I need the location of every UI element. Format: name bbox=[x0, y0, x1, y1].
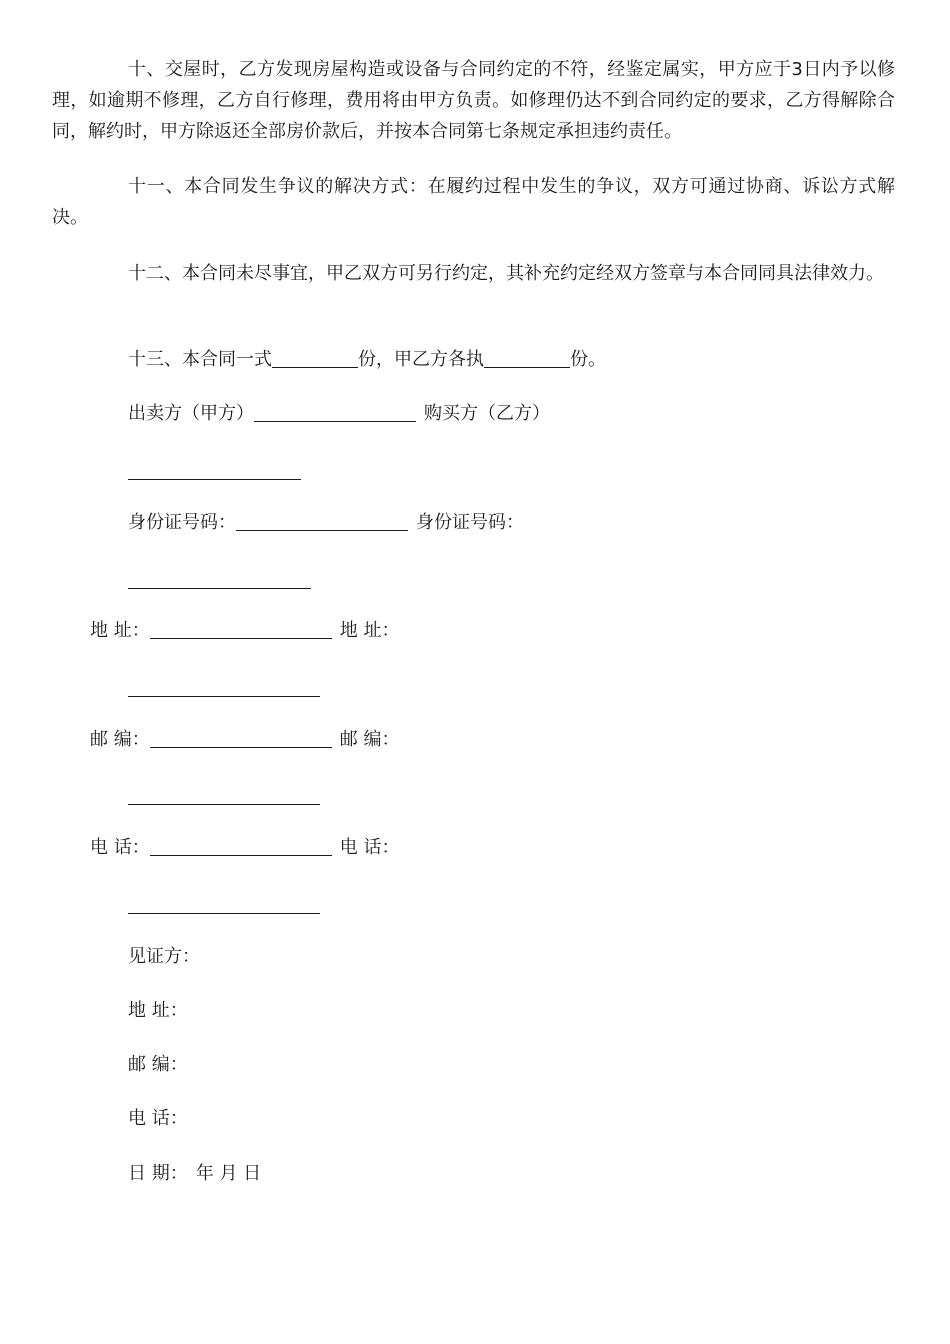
buyer-postcode-blank[interactable] bbox=[128, 804, 320, 805]
clause-11: 十一、本合同发生争议的解决方式：在履约过程中发生的争议，双方可通过协商、诉讼方式解决。 bbox=[52, 176, 895, 228]
seller-id-label: 身份证号码： bbox=[128, 512, 236, 533]
seller-name-blank[interactable] bbox=[254, 401, 416, 422]
clause-13-mid: 份，甲乙方各执 bbox=[358, 349, 484, 370]
buyer-phone-blank[interactable] bbox=[128, 913, 320, 914]
witness-address-label: 地 址： bbox=[128, 1000, 188, 1021]
clause-13 bbox=[128, 347, 606, 373]
copies-total-blank[interactable] bbox=[272, 347, 358, 368]
buyer-name-blank[interactable] bbox=[128, 479, 301, 480]
date-value: 年 月 日 bbox=[195, 1163, 262, 1184]
seller-phone-label: 电 话： bbox=[90, 837, 150, 858]
seller-postcode-label: 邮 编： bbox=[90, 729, 150, 750]
buyer-id-label: 身份证号码： bbox=[416, 512, 524, 533]
seller-phone-blank[interactable] bbox=[150, 835, 332, 856]
copies-each-blank[interactable] bbox=[484, 347, 570, 368]
buyer-label: 购买方（乙方） bbox=[424, 403, 550, 424]
seller-label: 出卖方（甲方） bbox=[128, 403, 254, 424]
id-row bbox=[128, 510, 524, 536]
witness-phone-label: 电 话： bbox=[128, 1108, 188, 1129]
witness-postcode-label: 邮 编： bbox=[128, 1054, 188, 1075]
postcode-row bbox=[90, 727, 399, 753]
clause-13-prefix: 十三、本合同一式 bbox=[128, 349, 272, 370]
address-row bbox=[90, 618, 399, 644]
seller-id-blank[interactable] bbox=[236, 510, 408, 531]
seller-buyer-row bbox=[128, 401, 550, 427]
date-label: 日 期： bbox=[128, 1163, 188, 1184]
clause-13-suffix: 份。 bbox=[570, 349, 606, 370]
seller-postcode-blank[interactable] bbox=[150, 727, 332, 748]
witness-title: 见证方： bbox=[128, 946, 200, 967]
date-row bbox=[128, 1161, 261, 1187]
buyer-address-blank[interactable] bbox=[128, 696, 320, 697]
buyer-phone-label: 电 话： bbox=[339, 837, 400, 858]
phone-row bbox=[90, 835, 399, 861]
clause-12: 十二、本合同未尽事宜，甲乙双方可另行约定，其补充约定经双方签章与本合同同具法律效力。 bbox=[128, 263, 884, 284]
buyer-address-label: 地 址： bbox=[339, 620, 400, 641]
buyer-postcode-label: 邮 编： bbox=[339, 729, 400, 750]
seller-address-label: 地 址： bbox=[90, 620, 150, 641]
clause-10: 十、交屋时，乙方发现房屋构造或设备与合同约定的不符，经鉴定属实，甲方应于3日内予以修理，如逾期不修理，乙方自行修理，费用将由甲方负责。如修理仍达不到合同约定的要求，乙方得解除合同，解约时，甲方除返还全部房价款后，并按本合同第七条规定承担违约责任。 bbox=[52, 59, 895, 142]
seller-address-blank[interactable] bbox=[150, 618, 332, 639]
buyer-id-blank[interactable] bbox=[128, 588, 311, 589]
